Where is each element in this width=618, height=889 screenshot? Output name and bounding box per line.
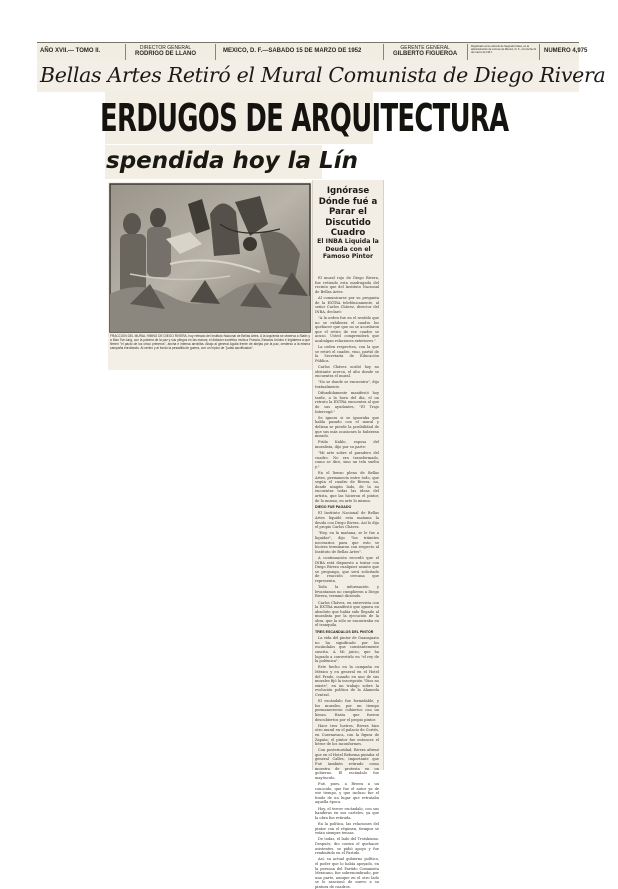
article-paragraph: La vida del pintor de Guanajuato no ha significado por los escándalos que constantemente suscita. A Mi juicio, que ha logrado a convertirlo en "el rey de la polémica". [315,636,379,664]
article-body-part-1 [315,276,379,503]
masthead-divider [539,44,540,60]
article-body-part-2 [315,511,379,628]
article-paragraph: "Mi arte sobre el paradero del cuadro. No era transformado, como se dice, sino un tela suelta y." [315,451,379,469]
article-heading: Ignórase Dónde fué a Parar el Discutido Cuadro [318,186,378,238]
article-paragraph: El escándalo fue formidable, y los murales, por un tiempo permanecieron cubiertos con un lienzo. Hasta que fueron descubiertos por el propio pintor. [315,699,379,722]
dateline: MEXICO, D. F.—SABADO 15 DE MARZO DE 1952 [223,48,362,54]
clipping-headline-2: spendida hoy la Lín [106,148,358,174]
mural-photo [110,184,310,332]
masthead-divider [383,44,384,60]
manager-label: GERENTE GENERAL [400,45,450,51]
section-title-2: TRES ESCANDALOS DEL PINTOR [315,630,374,635]
article-paragraph: Hoy, el tercer escándalo, con sus banderas en sus carteles, ya que la obra fue retirada. [315,806,379,820]
volume: AÑO XVII.— TOMO II. [40,48,101,54]
masthead-divider [467,44,468,60]
masthead-divider [215,44,216,60]
article-paragraph: Así, su actual gobierno político, el poder que lo había apoyado, en la persona del Partido Comunista Mexicano, fue sobrenombrado, por una parte, aunque en el otro lado se le sancionó de nuevo a su pintura de cuadros. [315,857,379,889]
section-title-1: DIEGO FUE PAGADO [315,505,352,510]
article-paragraph: Carlos Chávez ocultó hoy no obstante acerca, el alto donde se encuentra el mural. [315,365,379,379]
article-body-part-3 [315,636,379,889]
article-paragraph: Al comunicarse por su pregunta de la EXTRA telefónicamente, al señor Carlos Chávez, director del INBA, declaró: [315,295,379,314]
director [135,45,196,57]
article-paragraph: "A la orden fue en el sentido que no se exhibiera el cuadro los quehacer que que no se acordaron que el retiro de ese cuadro se acuso. Usted comprenderá que acabalgan relaciones exteriores." [315,315,379,343]
mural-image-icon [110,184,310,332]
article-paragraph: En el lienzo pleno de Bellas Artes, permanecía entre todo, que según el cuadro de Rivera, no, donde ningún lado, de la no encuentra todas las ideas del artista, que las hicieron el pintor, de lo mismo, en arte lo mismo. [315,471,379,503]
article-paragraph: "Hoy, en la mañana, se le fue a liquidar", dijo "los trámites necesarios para que esto se hiciera terminaron con respecto al Instituto de Bellas Artes". [315,531,379,554]
article-body [315,276,379,889]
article-paragraph: Toda la información y levantamos no cumplieron a Diego Rivera, terminó diciendo. [315,585,379,599]
director-label: DIRECTOR GENERAL [139,45,192,51]
manager-name: GILBERTO FIGUEROA [393,51,458,57]
article-paragraph: A continuación recordó que el INBA está dispuesto a tratar con Diego Rivera cualquier asunto que se proponga, que será solicitado de reacción cercana que representa. [315,555,379,583]
issue-number: NUMERO 4,975 [544,48,588,54]
article-paragraph: Difundidamente manifestó hoy tarde, a la hora del día, el un retrato la EXTRA encuentra al que de sus ayudantes, "El Trajo Interrogó." [315,391,379,414]
article-subheading: El INBA Liquida la Deuda con el Famoso Pintor [317,238,379,261]
article-paragraph: Carlos Chávez, en entrevista con la EXTRA manifestó que ignora en absoluto que había sido llegado al muralista por la ejecución de la obra, que la sólo se encontraba en el tranquila. [315,600,379,628]
clipping-headline-1: ERDUGOS DE ARQUITECTURA [100,96,509,140]
article-paragraph: De todas, el lado del Trotskismo. Después, dio contra el quehacer asistentes, se pidió apoyo y fue readmitido en el Partido. [315,837,379,856]
manager [393,45,457,57]
photo-caption: FRACCION DEL MURAL HIMNO DE DIEGO RIVERA, hoy retirado del Instituto Nacional de Bellas Artes. A la izquierda se observa a Stalin y a Mao Tse-tung, con la paloma de la paz y sus pliegos en las manos; el dictador soviético invita a Francia, Estados Unidos e Inglaterra a que firmen "el pacto de los cinco primeros", ancha e intensa arrobiba. Abajo al general Aguila frente de abejas por la paz, cerderso a la misma campaña enrollando. Al centro y al fondo la pesadilla de guerra, con un hípico de "judas sacrificados". [110,334,310,350]
masthead-divider [125,44,126,60]
article-paragraph: La orden respectiva, con la que se retiró el cuadro, vino, partió de la Secretaría de Educación Pública. [315,345,379,363]
article-paragraph: Se ignora si se ignoraba que habla pasado con el mural y deliran se pierde la posibilidad de que sus más ocasiones lo hubieran mirado. [315,415,379,439]
article-paragraph: Fué, pues, a Rivera a un conocido, que fue el autor ya de ese tiempo, y que incluso fue el fondo de un lugar que retrataba aquella época. [315,782,379,805]
article-paragraph: El mural rojo de Diego Rivera, fue retirado esta madrugada del recinto que del Instituto Nacional de Bellas Artes. [315,276,379,294]
registration: Registrado como artículo de Segunda Clase, en la administración de correos de México, D. F., con fecha 21 de marzo de 1917. [471,45,537,55]
director-name: RODRIGO DE LLANO [135,51,196,57]
article-paragraph: Frida Kahlo, esposa del muralista, dijo por su parte: [315,440,379,449]
article-paragraph: "No se donde se encuentra", dijo textualmente. [315,380,379,390]
article-paragraph: En la política, las relaciones del pintor con el régimen, tiempos se veían siempre tensas. [315,821,379,836]
masthead [37,42,588,62]
article-paragraph: Hace tres lustros, Rivera hizo otro mural en el palacio de Cortés, en Cuernavaca, con la figura de Zapata; el pintor fue entonces el héroe de los inconformes. [315,723,379,747]
article-paragraph: Con posterioridad, Rivera afirmó que en el Hotel Reforma pintaba el general Calles, importante que Fué también retirado como muestra de protesta en un gobierno. El escándalo fue mayúsculo. [315,748,379,780]
article-paragraph: Este hecho en la campaña en México y en general en el Hotel del Prado, cuando en uno de sus murales fijó la inscripción "Dios no existe", en un trabajo sobre la evolución política de la Alameda Central. [315,665,379,697]
article-paragraph: El Instituto Nacional de Bellas Artes liquidó esta mañana la deuda con Diego Rivera. Así lo dijo el propio Carlos Chávez. [315,511,379,530]
main-headline: Bellas Artes Retiró el Mural Comunista de Diego Rivera [40,63,606,87]
